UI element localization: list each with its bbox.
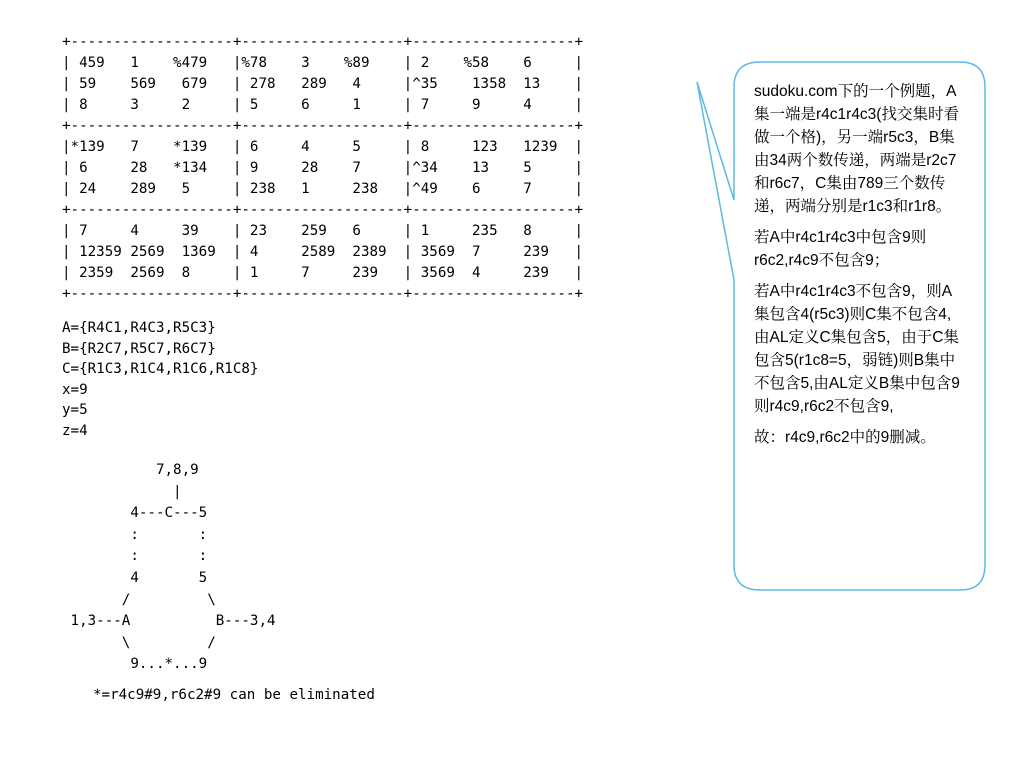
- callout-text: [754, 80, 964, 457]
- candidate-grid: +-------------------+-------------------+-------------------+ | 459 1 %479 |%78 3 %89 | 2 %58 6 | | 59 569 679 | 278 289 4 |^35 1358 13 | | 8 3 2 | 5 6 1 | 7 9 4 | +-------------------+-------------------+-------------------+ |*139 7 *139 | 6 4 5 | 8 123 1239 | | 6 28 *134 | 9 28 7 |^34 13 5 | | 24 289 5 | 238 1 238 |^49 6 7 | +-------------------+-------------------+-------------------+ | 7 4 39 | 23 259 6 | 1 235 8 | | 12359 2569 1369 | 4 2589 2389 | 3569 7 239 | | 2359 2569 8 | 1 7 239 | 3569 4 239 | +-------------------+-------------------+-------------------+: [62, 34, 584, 302]
- callout-paragraph-4: 故：r4c9,r6c2中的9删减。: [754, 429, 936, 446]
- set-b: B={R2C7,R5C7,R6C7}: [62, 340, 216, 357]
- set-a: A={R4C1,R4C3,R5C3}: [62, 320, 216, 336]
- callout-paragraph-2: 若A中r4c1r4c3中包含9则r6c2,r4c9不包含9；: [754, 229, 927, 269]
- elimination-note: *=r4c9#9,r6c2#9 can be eliminated: [93, 687, 375, 703]
- callout-paragraph-3: 若A中r4c1r4c3不包含9，则A集包含4(r5c3)则C集不包含4,由AL定义C集包含5，由于C集包含5(r1c8=5，弱链)则B集中不包含5,由AL定义B集中包含9则r4c9,r6c2不包含9,: [754, 283, 960, 415]
- var-y: y=5: [62, 402, 88, 418]
- var-x: x=9: [62, 381, 88, 398]
- var-z: z=4: [62, 422, 88, 439]
- callout-paragraph-1: sudoku.com下的一个例题，A集一端是r4c1r4c3(找交集时看做一个格)，另一端r5c3，B集由34两个数传递，两端是r2c7和r6c7，C集由789三个数传递，两端分别是r1c3和r1r8。: [754, 83, 959, 215]
- chain-diagram: 7,8,9 | 4---C---5 : : : : 4 5 / \ 1,3---A B---3,4 \ / 9...*...9: [70, 462, 276, 673]
- set-c: C={R1C3,R1C4,R1C6,R1C8}: [62, 361, 259, 377]
